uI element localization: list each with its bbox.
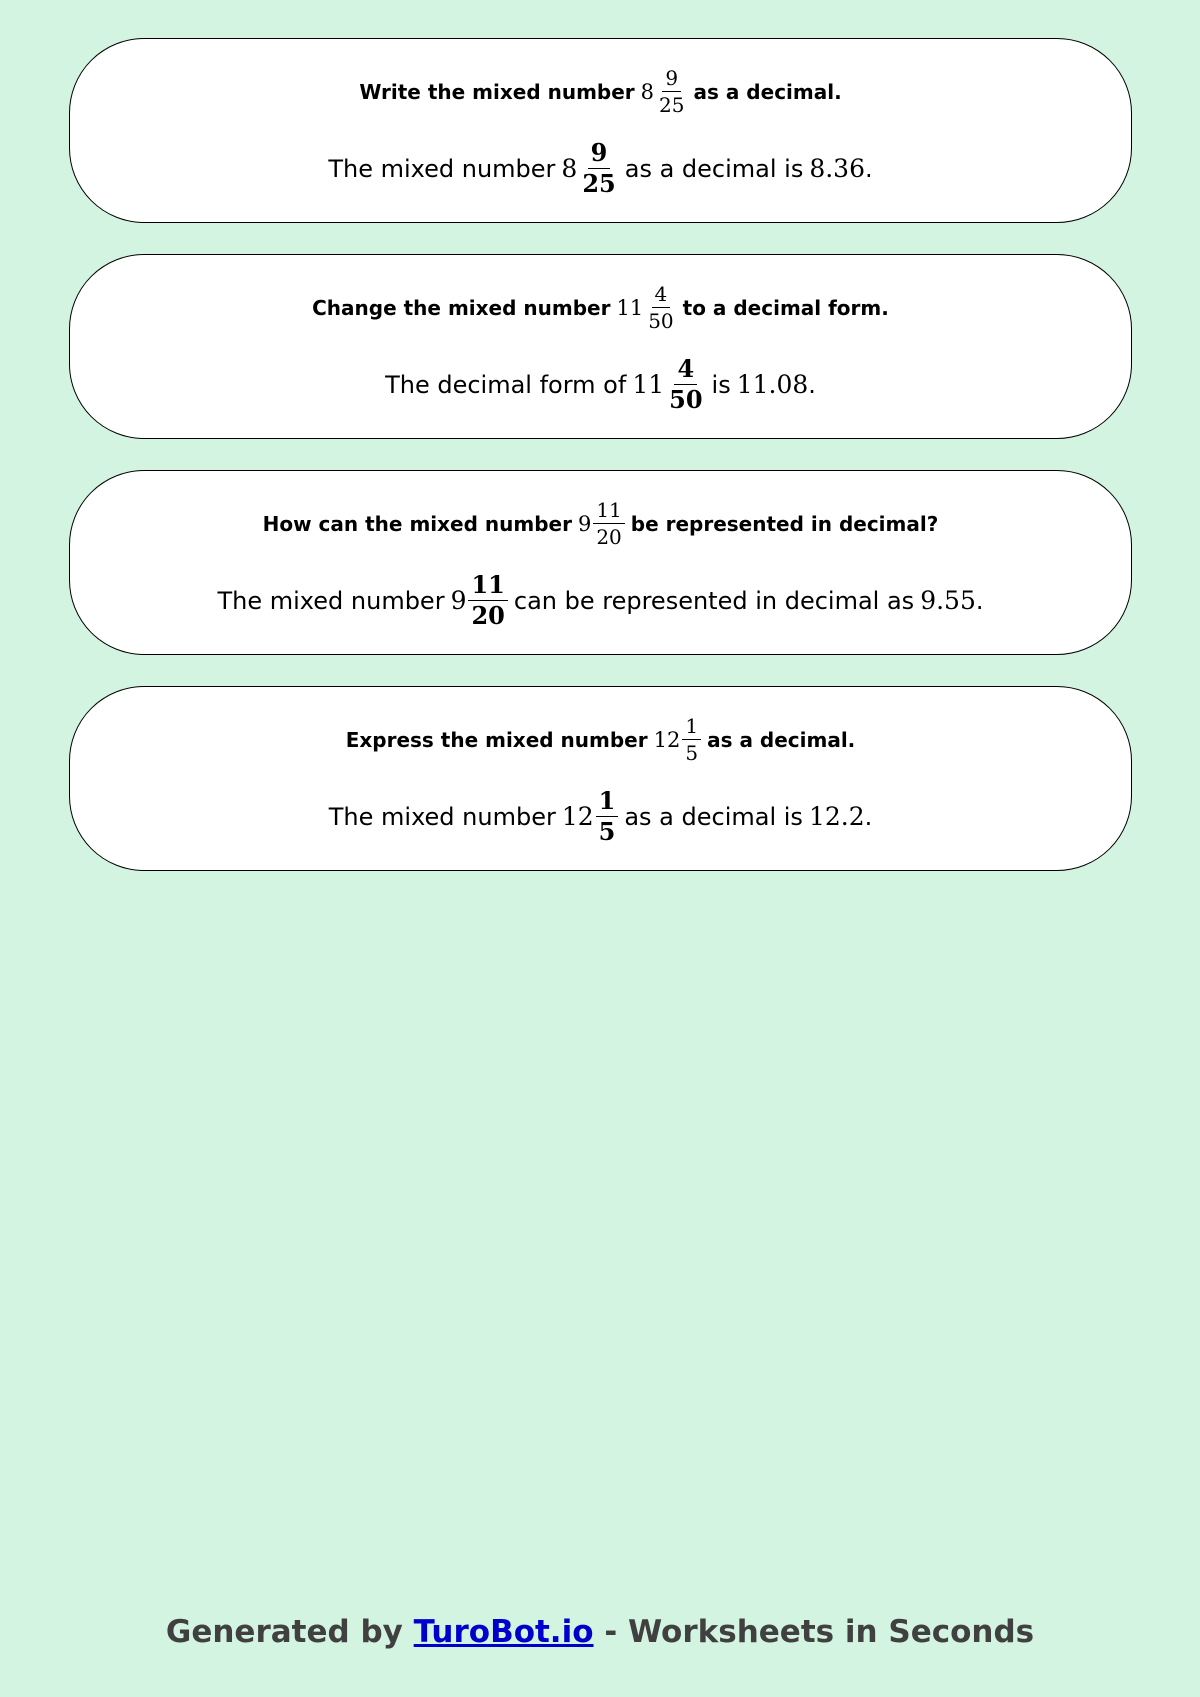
mixed-number: [654, 716, 701, 763]
question-prefix: How can the mixed number: [262, 511, 572, 536]
turobot-link[interactable]: TuroBot.io: [413, 1614, 594, 1650]
answer-prefix: The mixed number: [328, 154, 556, 183]
whole-part: 11: [632, 370, 665, 399]
mixed-number: [561, 786, 619, 846]
fraction: [682, 716, 701, 763]
fraction: [593, 500, 624, 547]
mixed-number: [616, 284, 676, 331]
question-text: [312, 278, 889, 338]
denominator: 20: [471, 601, 505, 630]
question-suffix: as a decimal.: [707, 727, 856, 752]
question-prefix: Express the mixed number: [345, 727, 648, 752]
question-text: [263, 494, 939, 554]
numerator: 9: [588, 141, 611, 169]
numerator: 1: [596, 789, 619, 817]
answer-middle: as a decimal is: [624, 802, 803, 831]
answer-prefix: The mixed number: [217, 586, 445, 615]
question-prefix: Change the mixed number: [312, 295, 611, 320]
numerator: 1: [682, 716, 701, 740]
footer-prefix: Generated by: [165, 1614, 403, 1650]
denominator: 25: [582, 169, 616, 198]
whole-part: 12: [561, 802, 594, 831]
decimal-value: 8.36: [809, 154, 865, 183]
question-suffix: as a decimal.: [693, 79, 842, 104]
answer-text: [217, 568, 983, 634]
question-text: [359, 62, 841, 122]
fraction: [579, 138, 618, 198]
numerator: 4: [674, 357, 697, 385]
mixed-number: [641, 68, 688, 115]
fraction: [596, 786, 619, 846]
denominator: 25: [659, 93, 685, 117]
denominator: 5: [685, 741, 699, 765]
denominator: 5: [598, 817, 616, 846]
numerator: 11: [468, 573, 507, 601]
whole-part: 9: [450, 586, 467, 615]
denominator: 50: [669, 385, 703, 414]
fraction: [666, 354, 705, 414]
whole-part: 9: [577, 511, 592, 536]
decimal-value: 11.08: [736, 370, 809, 399]
mixed-number: [578, 500, 625, 547]
question-suffix: to a decimal form.: [682, 295, 889, 320]
question-text: [346, 710, 856, 770]
problem-card: [69, 254, 1132, 439]
question-suffix: be represented in decimal?: [630, 511, 939, 536]
answer-middle: can be represented in decimal as: [513, 586, 915, 615]
answer-middle: is: [711, 370, 731, 399]
whole-part: 8: [640, 79, 655, 104]
problem-list: [69, 38, 1132, 902]
question-prefix: Write the mixed number: [359, 79, 635, 104]
footer-suffix: - Worksheets in Seconds: [604, 1614, 1035, 1650]
whole-part: 8: [561, 154, 578, 183]
mixed-number: [450, 570, 508, 630]
numerator: 9: [662, 68, 681, 92]
footer: [0, 1614, 1200, 1650]
problem-card: [69, 38, 1132, 223]
problem-card: [69, 470, 1132, 655]
numerator: 4: [652, 284, 671, 308]
answer-period: .: [975, 586, 984, 615]
answer-middle: as a decimal is: [624, 154, 804, 183]
fraction: [645, 284, 676, 331]
whole-part: 12: [653, 727, 681, 752]
whole-part: 11: [616, 295, 644, 320]
answer-period: .: [864, 802, 873, 831]
numerator: 11: [593, 500, 624, 524]
mixed-number: [561, 138, 618, 198]
denominator: 20: [596, 525, 622, 549]
problem-card: [69, 686, 1132, 871]
decimal-value: 12.2: [808, 802, 865, 831]
decimal-value: 9.55: [920, 586, 976, 615]
mixed-number: [632, 354, 705, 414]
answer-period: .: [808, 370, 816, 399]
answer-text: [385, 352, 816, 418]
answer-prefix: The decimal form of: [385, 370, 627, 399]
fraction: [468, 570, 507, 630]
answer-text: [329, 784, 873, 850]
denominator: 50: [648, 309, 674, 333]
answer-prefix: The mixed number: [328, 802, 556, 831]
answer-text: [328, 136, 872, 202]
answer-period: .: [865, 154, 873, 183]
fraction: [656, 68, 687, 115]
